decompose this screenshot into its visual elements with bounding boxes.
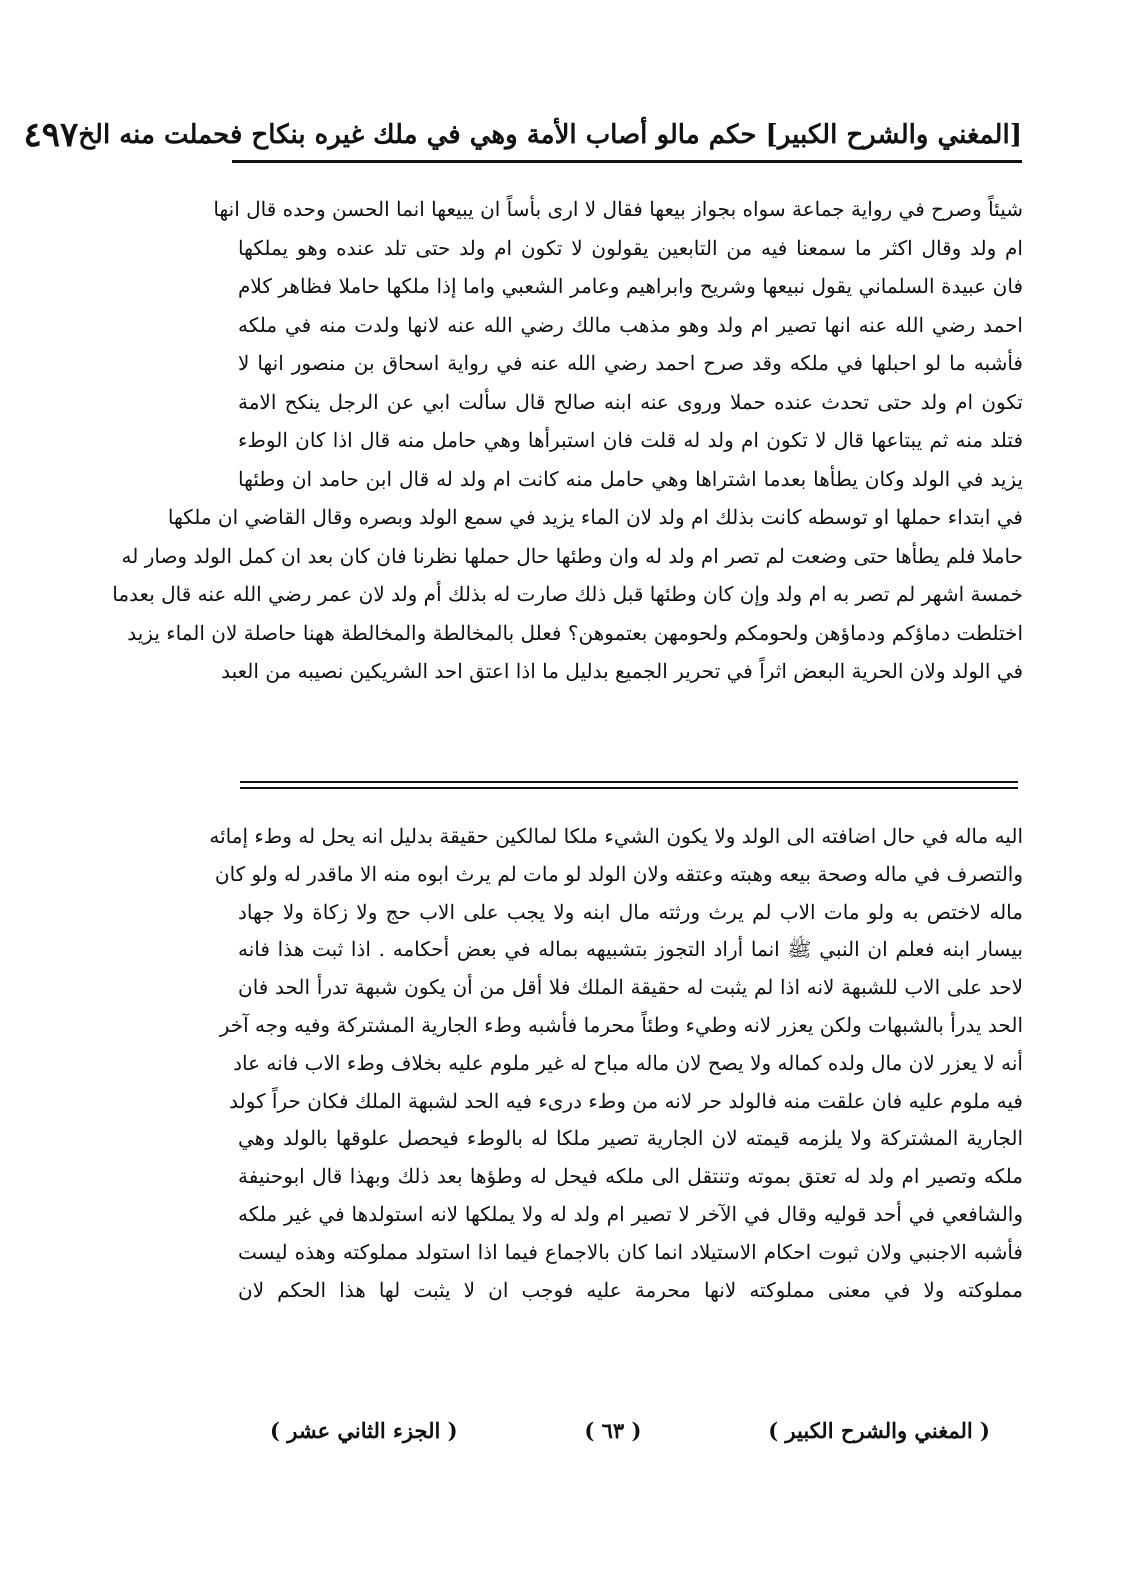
text-line: يزيد في الولد وكان يطأها بعدما اشتراها وهي حامل منه كانت ام ولد له قال ابن حامد ان وطئها [238,466,1024,491]
text-line: الحد يدرأ بالشبهات ولكن يعزر لانه وطيء وطئاً محرما فأشبه وطء الجارية المشتركة وفيه وجه آخر [219,1012,1023,1037]
text-line: اليه ماله في حال اضافته الى الولد ولا يكون الشيء ملكا لمالكين حقيقة بدليل انه يحل له وطء إمائه [209,824,1023,848]
text-line: أنه لا يعزر لان مال ولده كماله ولا يصح لان ماله مباح له غير ملوم عليه بخلاف وطء الاب فانه عاد [233,1050,1023,1075]
text-line: والتصرف في ماله وصحة بيعه وهبته وعتقه ولان الولد لو مات لم يرث ابوه منه الا ماقدر له ولو كان [214,861,1023,886]
commentary-upper-section [112,190,1024,691]
text-line: خمسة اشهر لم تصر به ام ولد وإن كان وطئها قبل ذلك صارت له بذلك أم ولد لان عمر رضي الله عنه قال بعدما [112,582,1023,606]
header-title: [المغني والشرح الكبير] حكم مالو أصاب الأمة وهي في ملك غيره بنكاح فحملت منه الخ [78,120,1022,150]
text-line: فتلد منه ثم يبتاعها قال لا تكون ام ولد له قلت فان استبرأها وهي حامل منه قال اذا كان الوطء [238,428,1024,452]
text-line: في الولد ولان الحرية البعض اثراً في تحرير الجميع بدليل ما اذا اعتق احد الشريكين نصيبه من العبد [221,659,1023,683]
text-line: تكون ام ولد حتى تحدث عنده حملا وروى عنه ابنه صالح قال سألت ابي عن الرجل ينكح الامة [238,389,1023,414]
text-line: بيسار ابنه فعلم ان النبي ﷺ انما أراد التجوز بتشبيهه بماله في بعض أحكامه . اذا ثبت هذا فانه [238,937,1023,962]
text-line: ملكه وتصير ام ولد له تعتق بموته وتنتقل الى ملكه فيحل له وطؤها بعد ذلك وبهذا قال ابوحنيفة [238,1164,1023,1189]
footer-sheet-number: ( ٦٣ ) [584,1417,642,1443]
text-line: لاحد على الاب للشبهة لانه اذا لم يثبت له حقيقة الملك فلا أقل من أن يكون شبهة تدرأ الحد فان [238,975,1023,1000]
text-line: شيئاً وصرح في رواية جماعة سواه بجواز بيعها فقال لا ارى بأساً ان يبيعها انما الحسن وحده قال انها [213,197,1023,221]
running-header [23,112,1022,158]
footer-volume: ( الجزء الثاني عشر ) [270,1417,458,1443]
text-line: فأشبه الاجنبي ولان ثبوت احكام الاستيلاد انما كان بالاجماع فيما اذا استولد مملوكته وهذه ليست [238,1239,1023,1264]
page-footer [270,1410,990,1450]
commentary-lower-section [209,818,1023,1309]
text-line: الجارية المشتركة ولا يلزمه قيمته لان الجارية تصير ملكا له بالوطء فيحصل علوقها بالولد وهي [238,1126,1023,1151]
page-number: ٤٩٧ [23,115,79,155]
text-line: ام ولد وقال اكثر ما سمعنا فيه من التابعين يقولون لا تكون ام ولد حتى تلد عنده وهو يملكها [238,235,1023,260]
section-divider-rule [240,787,1018,789]
text-line: فيه ملوم عليه فان علقت منه فالولد حر لانه من وطء درىء فيه الحد لشبهة الملك فكان حراً كولد [229,1088,1023,1113]
section-divider-rule [240,781,1018,783]
text-line: حاملا فلم يطأها حتى وضعت لم تصر ام ولد له وان وطئها حال حملها نظرنا فان كان بعد ان كمل الولد وصار له [121,543,1023,568]
text-line: فان عبيدة السلماني يقول نبيعها وشريح وابراهيم وعامر الشعبي واما إذا ملكها حاملا فظاهر كلام [238,274,1023,298]
text-line: في ابتداء حملها او توسطه كانت بذلك ام ولد لان الماء يزيد في سمع الولد وبصره وقال القاضي ان ملكها [167,505,1023,529]
footer-book-title: ( المغني والشرح الكبير ) [768,1417,990,1443]
text-line: والشافعي في أحد قوليه وقال في الآخر لا تصير ام ولد له ولا يملكها لانه استولدها في غير ملكه [238,1201,1023,1226]
text-line: احمد رضي الله عنه انها تصير ام ولد وهو مذهب مالك رضي الله عنه لانها ولدت منه في ملكه [238,312,1023,337]
text-line: مملوكته ولا في معنى مملوكته لانها محرمة عليه فوجب ان لا يثبت لها هذا الحكم لان [238,1277,1023,1302]
text-line: ماله لاختص به ولو مات الاب لم يرث ورثته مال ابنه ولا يجب على الاب حج ولا زكاة ولا جهاد [238,899,1023,924]
header-rule [232,160,1022,163]
text-line: اختلطت دماؤكم ودماؤهن ولحومكم ولحومهن بعتموهن؟ فعلل بالمخالطة والمخالطة ههنا حاصلة لان الماء يزيد [127,620,1023,645]
text-line: فأشبه ما لو احبلها في ملكه وقد صرح احمد رضي الله عنه في رواية اسحاق بن منصور انها لا [238,351,1023,375]
